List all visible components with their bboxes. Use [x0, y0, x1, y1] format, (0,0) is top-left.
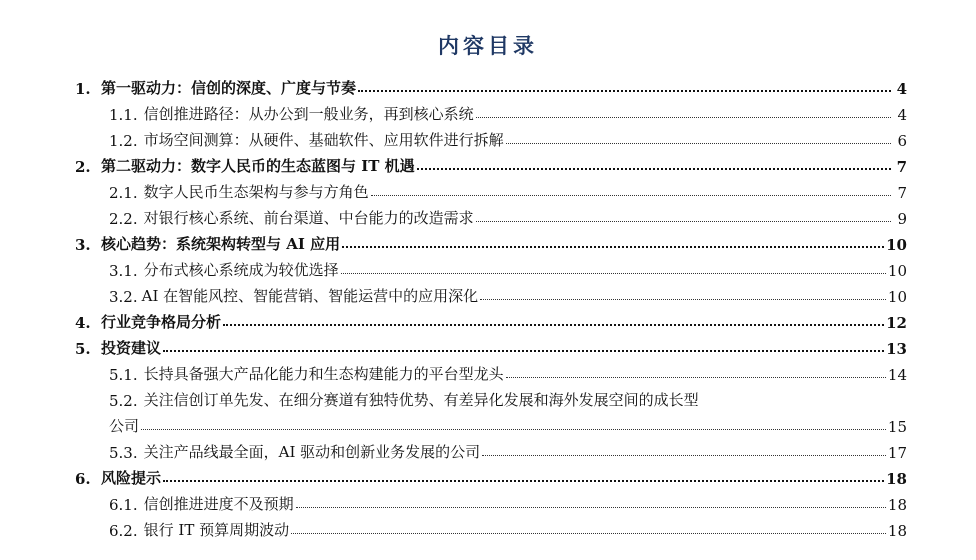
toc-entry-2-1[interactable] — [75, 176, 907, 202]
toc-entry-2-2[interactable] — [75, 202, 907, 228]
toc-entry-number: 6.1. — [109, 496, 138, 514]
toc-leader-dots — [480, 299, 886, 300]
toc-entry-text: 信创推进进度不及预期 — [143, 495, 294, 513]
toc-entry-number: 1.2. — [109, 132, 138, 150]
toc-entry-number: 4. — [75, 314, 91, 332]
toc-entry-text: 对银行核心系统、前台渠道、中台能力的改造需求 — [143, 209, 474, 227]
toc-entry-number: 6.2. — [109, 522, 138, 540]
toc-entry-page: 10 — [886, 236, 907, 254]
toc-leader-dots — [141, 429, 886, 430]
toc-entry-text-continued: 公司 — [109, 417, 140, 435]
toc-entry-6-1[interactable] — [75, 488, 907, 514]
toc-leader-dots — [341, 273, 886, 274]
toc-entry-2[interactable] — [75, 150, 907, 176]
toc-entry-text: 第一驱动力：信创的深度、广度与节奏 — [101, 79, 357, 97]
toc-entry-page: 14 — [887, 366, 907, 384]
toc-entry-page: 7 — [896, 158, 907, 176]
toc-entry-text: 行业竞争格局分析 — [101, 313, 222, 331]
toc-entry-number: 2.1. — [109, 184, 138, 202]
toc-entry-text: 信创推进路径：从办公到一般业务，再到核心系统 — [143, 105, 474, 123]
toc-entry-number: 3.2. — [109, 288, 138, 306]
toc-leader-dots — [223, 324, 884, 326]
toc-entry-page: 18 — [886, 470, 907, 488]
toc-leader-dots — [163, 480, 884, 482]
toc-entry-page: 10 — [887, 262, 907, 280]
toc-entry-text: AI 在智能风控、智能营销、智能运营中的应用深化 — [141, 287, 479, 305]
toc-leader-dots — [476, 117, 891, 118]
toc-entry-text: 投资建议 — [101, 339, 162, 357]
toc-entry-3-1[interactable] — [75, 254, 907, 280]
toc-entry-text: 市场空间测算：从硬件、基础软件、应用软件进行拆解 — [143, 131, 504, 149]
toc-entry-5[interactable] — [75, 332, 907, 358]
toc-entry-1[interactable] — [75, 72, 907, 98]
toc-entry-6-2[interactable] — [75, 514, 907, 540]
toc-entry-3-2[interactable] — [75, 280, 907, 306]
toc-entry-text: 银行 IT 预算周期波动 — [143, 521, 290, 539]
toc-entry-number: 5. — [75, 340, 91, 358]
toc-entry-number: 3. — [75, 236, 91, 254]
toc-entry-3[interactable] — [75, 228, 907, 254]
toc-leader-dots — [506, 143, 891, 144]
toc-leader-dots — [296, 507, 886, 508]
toc-entry-5-1[interactable] — [75, 358, 907, 384]
toc-leader-dots — [506, 377, 886, 378]
toc-entry-4[interactable] — [75, 306, 907, 332]
toc-leader-dots — [163, 350, 884, 352]
toc-entry-number: 5.1. — [109, 366, 138, 384]
toc-entry-number: 1. — [75, 80, 91, 98]
toc-leader-dots — [358, 90, 891, 92]
toc-entry-number: 2. — [75, 158, 91, 176]
toc-entry-1-2[interactable] — [75, 124, 907, 150]
toc-entry-page: 4 — [897, 106, 907, 124]
toc-entry-page: 18 — [887, 496, 907, 514]
toc-entry-number: 1.1. — [109, 106, 138, 124]
toc-entry-page: 12 — [886, 314, 907, 332]
toc-entry-page: 9 — [897, 210, 907, 228]
toc-entry-page: 13 — [886, 340, 907, 358]
toc-leader-dots — [482, 455, 886, 456]
toc-entry-5-2[interactable] — [75, 384, 907, 436]
toc-entry-text: 数字人民币生态架构与参与方角色 — [143, 183, 369, 201]
toc-entry-page: 17 — [887, 444, 907, 462]
toc-entry-6[interactable] — [75, 462, 907, 488]
toc-entry-text: 长持具备强大产品化能力和生态构建能力的平台型龙头 — [143, 365, 504, 383]
table-of-contents — [75, 72, 907, 540]
toc-entry-page: 18 — [887, 522, 907, 540]
toc-entry-number: 3.1. — [109, 262, 138, 280]
toc-title: 内容目录 — [438, 33, 538, 58]
toc-entry-page: 4 — [896, 80, 907, 98]
toc-leader-dots — [371, 195, 891, 196]
toc-entry-number: 2.2. — [109, 210, 138, 228]
toc-leader-dots — [417, 168, 891, 170]
toc-leader-dots — [342, 246, 884, 248]
toc-entry-page: 10 — [887, 288, 907, 306]
toc-entry-page: 7 — [897, 184, 907, 202]
toc-entry-text: 风险提示 — [101, 469, 162, 487]
toc-entry-page: 15 — [887, 418, 907, 436]
toc-entry-number: 5.3. — [109, 444, 138, 462]
toc-entry-text: 第二驱动力：数字人民币的生态蓝图与 IT 机遇 — [101, 157, 415, 175]
toc-entry-text: 关注产品线最全面，AI 驱动和创新业务发展的公司 — [143, 443, 481, 461]
toc-entry-page: 6 — [897, 132, 907, 150]
toc-entry-number: 5.2. — [109, 392, 138, 410]
toc-entry-5-3[interactable] — [75, 436, 907, 462]
toc-leader-dots — [291, 533, 886, 534]
toc-entry-text: 核心趋势：系统架构转型与 AI 应用 — [101, 235, 341, 253]
toc-entry-number: 6. — [75, 470, 91, 488]
toc-leader-dots — [476, 221, 891, 222]
toc-entry-text: 分布式核心系统成为较优选择 — [143, 261, 339, 279]
toc-entry-text: 关注信创订单先发、在细分赛道有独特优势、有差异化发展和海外发展空间的成长型 — [143, 391, 699, 409]
toc-entry-1-1[interactable] — [75, 98, 907, 124]
